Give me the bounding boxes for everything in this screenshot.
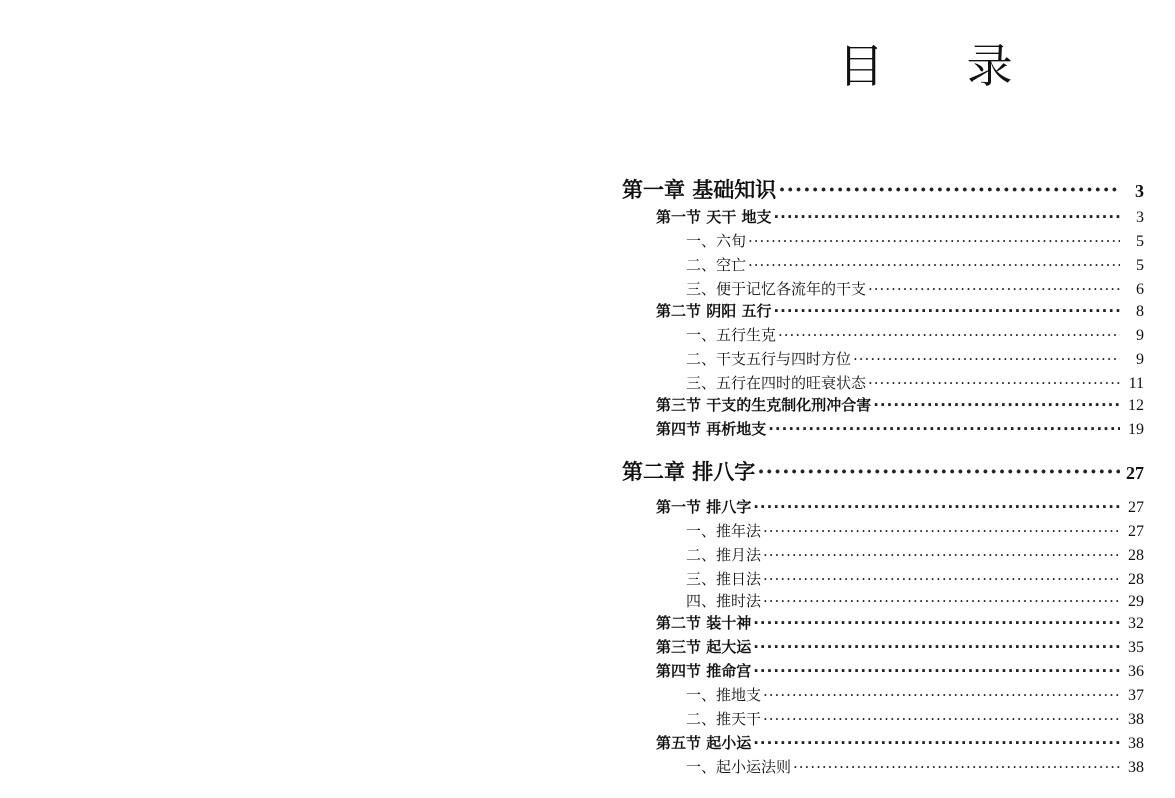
- toc-item-label: 二、干支五行与四时方位: [686, 350, 852, 368]
- toc-item-row: [622, 348, 1144, 369]
- toc-section-label: 第四节 再析地支: [656, 420, 767, 438]
- toc-page-number: 38: [1128, 735, 1144, 752]
- toc-item-label: 二、推月法: [686, 546, 762, 564]
- toc-chapter-row: [622, 456, 1144, 486]
- toc-item-row: [622, 520, 1144, 541]
- toc-item-row: [622, 372, 1144, 393]
- toc-item-row: [622, 590, 1144, 611]
- toc-page-number: 27: [1126, 463, 1144, 483]
- leader-dots: [763, 546, 1120, 564]
- toc-page-number: 38: [1128, 711, 1144, 728]
- toc-page-number: 28: [1128, 547, 1144, 564]
- toc-page-number: 3: [1136, 209, 1144, 226]
- toc-section-label: 第二节 阴阳 五行: [656, 302, 772, 320]
- toc-item-label: 二、空亡: [686, 256, 747, 274]
- toc-section-label: 第三节 起大运: [656, 638, 752, 656]
- toc-item-row: [622, 544, 1144, 565]
- toc-item-label: 三、推日法: [686, 570, 762, 588]
- toc-page-number: 5: [1136, 233, 1144, 250]
- leader-dots: [763, 710, 1120, 728]
- leader-dots: [868, 280, 1120, 298]
- leader-dots: [763, 686, 1120, 704]
- toc-page-number: 32: [1128, 615, 1144, 632]
- toc-item-label: 三、便于记忆各流年的干支: [686, 280, 867, 298]
- toc-item-row: [622, 230, 1144, 251]
- toc-section-label: 第二节 装十神: [656, 614, 752, 632]
- toc-page-number: 5: [1136, 257, 1144, 274]
- toc-item-label: 一、五行生克: [686, 326, 777, 344]
- leader-dots: [753, 638, 1120, 656]
- toc-item-row: [622, 278, 1144, 299]
- toc-page-number: 28: [1128, 571, 1144, 588]
- toc-page-number: 36: [1128, 663, 1144, 680]
- toc-section-row: [622, 206, 1144, 227]
- toc-page-number: 35: [1128, 639, 1144, 656]
- leader-dots: [873, 396, 1120, 414]
- toc-page-number: 27: [1128, 499, 1144, 516]
- toc-page-number: 9: [1136, 351, 1144, 368]
- toc-section-row: [622, 394, 1144, 415]
- leader-dots: [748, 232, 1120, 250]
- toc-page-number: 37: [1128, 687, 1144, 704]
- leader-dots: [778, 177, 1120, 202]
- toc-item-label: 一、六旬: [686, 232, 747, 250]
- leader-dots: [853, 350, 1120, 368]
- toc-chapter-label: 第一章 基础知识: [622, 177, 777, 202]
- toc-item-label: 一、推地支: [686, 686, 762, 704]
- toc-item-label: 一、推年法: [686, 522, 762, 540]
- toc-page-number: 3: [1135, 181, 1144, 201]
- toc-page-number: 29: [1128, 593, 1144, 610]
- toc-section-row: [622, 496, 1144, 517]
- toc-page-number: 6: [1136, 281, 1144, 298]
- toc-section-label: 第三节 干支的生克制化刑冲合害: [656, 396, 872, 414]
- page-title: 目 录: [838, 39, 1047, 93]
- toc-page-number: 19: [1128, 421, 1144, 438]
- toc-page-number: 27: [1128, 523, 1144, 540]
- toc-item-row: [622, 568, 1144, 589]
- leader-dots: [753, 498, 1120, 516]
- leader-dots: [763, 592, 1120, 610]
- toc-item-label: 三、五行在四时的旺衰状态: [686, 374, 867, 392]
- toc-page-number: 12: [1128, 397, 1144, 414]
- toc-item-label: 二、推天干: [686, 710, 762, 728]
- toc-item-row: [622, 684, 1144, 705]
- leader-dots: [773, 208, 1120, 226]
- toc-item-label: 一、起小运法则: [686, 758, 792, 776]
- toc-section-row: [622, 732, 1144, 753]
- toc-section-row: [622, 300, 1144, 321]
- leader-dots: [868, 374, 1120, 392]
- leader-dots: [753, 734, 1120, 752]
- leader-dots: [753, 614, 1120, 632]
- leader-dots: [778, 326, 1120, 344]
- toc-section-label: 第一节 排八字: [656, 498, 752, 516]
- toc-section-label: 第一节 天干 地支: [656, 208, 772, 226]
- toc-section-row: [622, 636, 1144, 657]
- leader-dots: [763, 570, 1120, 588]
- toc-page-number: 9: [1136, 327, 1144, 344]
- leader-dots: [768, 420, 1120, 438]
- toc-chapter-label: 第二章 排八字: [622, 459, 756, 484]
- toc-item-row: [622, 708, 1144, 729]
- toc-item-row: [622, 324, 1144, 345]
- toc-section-row: [622, 612, 1144, 633]
- toc-section-row: [622, 418, 1144, 439]
- leader-dots: [793, 758, 1120, 776]
- toc-page-number: 38: [1128, 759, 1144, 776]
- toc-section-label: 第五节 起小运: [656, 734, 752, 752]
- toc-page-number: 11: [1128, 375, 1144, 392]
- toc-item-row: [622, 254, 1144, 275]
- leader-dots: [753, 662, 1120, 680]
- leader-dots: [773, 302, 1120, 320]
- toc-section-row: [622, 660, 1144, 681]
- toc-chapter-row: [622, 174, 1144, 204]
- toc-page-number: 8: [1136, 303, 1144, 320]
- toc-item-label: 四、推时法: [686, 592, 762, 610]
- toc-section-label: 第四节 推命宫: [656, 662, 752, 680]
- toc-item-row: [622, 756, 1144, 777]
- leader-dots: [757, 459, 1120, 484]
- leader-dots: [763, 522, 1120, 540]
- leader-dots: [748, 256, 1120, 274]
